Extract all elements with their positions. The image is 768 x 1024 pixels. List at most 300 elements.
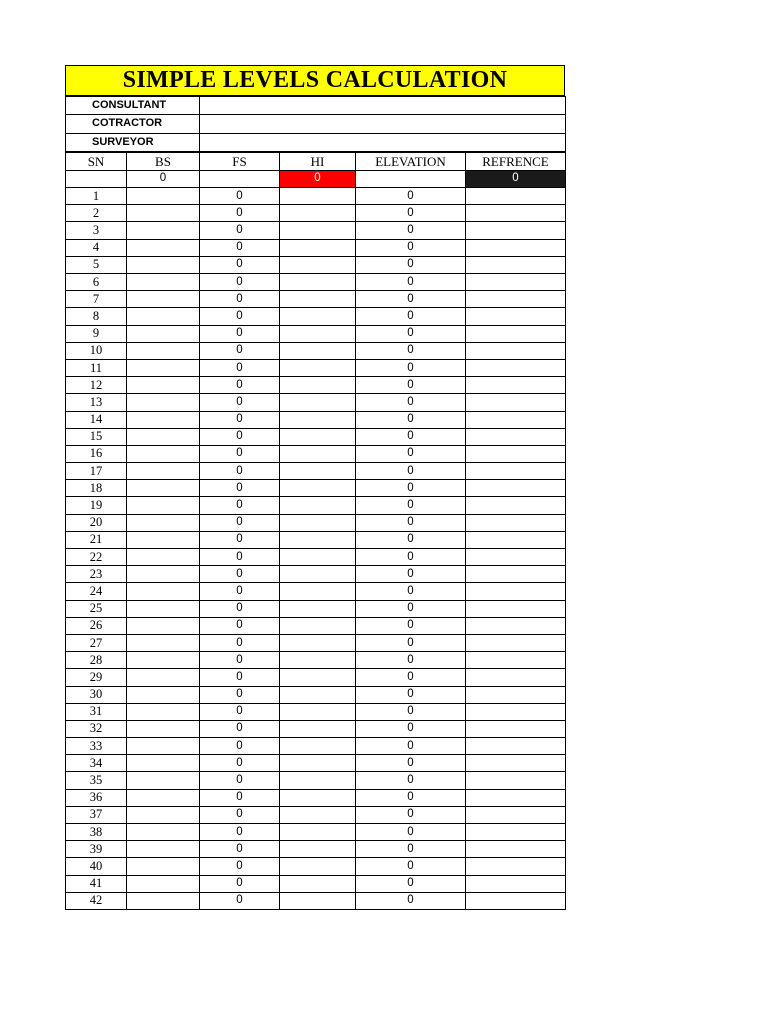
cell-sn[interactable]: 26 [66,617,127,634]
initial-sn[interactable] [66,170,127,187]
surveyor-value[interactable] [200,133,566,151]
cell-hi[interactable] [280,549,356,566]
cell-bs[interactable] [127,291,200,308]
cell-hi[interactable] [280,806,356,823]
cell-hi[interactable] [280,583,356,600]
table-row [66,617,566,634]
cell-hi[interactable] [280,274,356,291]
cell-hi[interactable] [280,600,356,617]
cell-sn[interactable]: 15 [66,428,127,445]
cell-sn[interactable]: 29 [66,669,127,686]
cell-hi[interactable] [280,875,356,892]
cell-reference[interactable] [466,652,566,669]
cell-sn[interactable]: 3 [66,222,127,239]
cell-sn[interactable]: 2 [66,205,127,222]
table-row [66,600,566,617]
cell-fs[interactable]: 0 [200,497,280,514]
cell-sn[interactable]: 33 [66,738,127,755]
cell-hi[interactable] [280,256,356,273]
cell-elevation[interactable]: 0 [356,463,466,480]
cell-hi[interactable] [280,342,356,359]
cell-fs[interactable]: 0 [200,600,280,617]
cell-fs[interactable]: 0 [200,875,280,892]
cell-hi[interactable] [280,824,356,841]
surveyor-label: SURVEYOR [66,133,200,151]
cell-elevation[interactable]: 0 [356,514,466,531]
table-row [66,549,566,566]
cell-hi[interactable] [280,428,356,445]
cell-bs[interactable] [127,583,200,600]
cell-bs[interactable] [127,686,200,703]
cell-hi[interactable] [280,359,356,376]
cell-sn[interactable]: 31 [66,703,127,720]
cell-bs[interactable] [127,634,200,651]
cell-bs[interactable] [127,325,200,342]
cell-hi[interactable] [280,652,356,669]
cell-reference[interactable] [466,308,566,325]
cell-elevation[interactable]: 0 [356,549,466,566]
cell-elevation[interactable]: 0 [356,566,466,583]
cell-reference[interactable] [466,239,566,256]
cell-fs[interactable]: 0 [200,634,280,651]
cell-elevation[interactable]: 0 [356,600,466,617]
cell-reference[interactable] [466,772,566,789]
cell-elevation[interactable]: 0 [356,806,466,823]
cell-fs[interactable]: 0 [200,342,280,359]
consultant-value[interactable] [200,97,566,115]
cell-fs[interactable]: 0 [200,531,280,548]
cell-reference[interactable] [466,566,566,583]
cell-bs[interactable] [127,789,200,806]
cell-elevation[interactable]: 0 [356,359,466,376]
cell-reference[interactable] [466,428,566,445]
cell-bs[interactable] [127,669,200,686]
cell-sn[interactable]: 6 [66,274,127,291]
cell-sn[interactable]: 18 [66,480,127,497]
cell-elevation[interactable]: 0 [356,875,466,892]
cell-reference[interactable] [466,824,566,841]
table-row [66,256,566,273]
column-header-hi: HI [280,152,356,170]
cell-sn[interactable]: 40 [66,858,127,875]
cell-fs[interactable]: 0 [200,411,280,428]
cell-fs[interactable]: 0 [200,359,280,376]
table-row [66,892,566,909]
cell-elevation[interactable]: 0 [356,497,466,514]
contractor-value[interactable] [200,115,566,133]
cell-hi[interactable] [280,205,356,222]
cell-hi[interactable] [280,617,356,634]
info-row-surveyor [66,133,566,151]
table-row [66,875,566,892]
table-row [66,772,566,789]
cell-reference[interactable] [466,720,566,737]
table-row [66,377,566,394]
column-header-sn: SN [66,152,127,170]
initial-row [66,170,566,187]
cell-hi[interactable] [280,445,356,462]
table-row [66,703,566,720]
cell-reference[interactable] [466,703,566,720]
cell-fs[interactable]: 0 [200,205,280,222]
cell-fs[interactable]: 0 [200,239,280,256]
cell-sn[interactable]: 20 [66,514,127,531]
cell-elevation[interactable]: 0 [356,824,466,841]
cell-elevation[interactable]: 0 [356,411,466,428]
table-row [66,497,566,514]
cell-hi[interactable] [280,411,356,428]
cell-sn[interactable]: 13 [66,394,127,411]
cell-fs[interactable]: 0 [200,445,280,462]
cell-hi[interactable] [280,188,356,205]
cell-elevation[interactable]: 0 [356,291,466,308]
table-row [66,291,566,308]
cell-hi[interactable] [280,634,356,651]
cell-elevation[interactable]: 0 [356,342,466,359]
cell-sn[interactable]: 32 [66,720,127,737]
table-row [66,428,566,445]
cell-reference[interactable] [466,686,566,703]
cell-hi[interactable] [280,239,356,256]
table-row [66,755,566,772]
cell-fs[interactable]: 0 [200,583,280,600]
cell-hi[interactable] [280,480,356,497]
cell-reference[interactable] [466,274,566,291]
cell-fs[interactable]: 0 [200,755,280,772]
cell-reference[interactable] [466,755,566,772]
cell-hi[interactable] [280,531,356,548]
cell-sn[interactable]: 42 [66,892,127,909]
cell-elevation[interactable]: 0 [356,377,466,394]
cell-elevation[interactable]: 0 [356,789,466,806]
cell-sn[interactable]: 19 [66,497,127,514]
cell-bs[interactable] [127,652,200,669]
cell-elevation[interactable]: 0 [356,531,466,548]
cell-fs[interactable]: 0 [200,566,280,583]
cell-elevation[interactable]: 0 [356,428,466,445]
cell-fs[interactable]: 0 [200,480,280,497]
cell-hi[interactable] [280,720,356,737]
cell-elevation[interactable]: 0 [356,892,466,909]
table-row [66,634,566,651]
cell-fs[interactable]: 0 [200,858,280,875]
cell-sn[interactable]: 5 [66,256,127,273]
cell-bs[interactable] [127,514,200,531]
cell-sn[interactable]: 28 [66,652,127,669]
column-header-reference: REFRENCE [466,152,566,170]
contractor-label: COTRACTOR [66,115,200,133]
cell-fs[interactable]: 0 [200,738,280,755]
cell-bs[interactable] [127,772,200,789]
cell-hi[interactable] [280,463,356,480]
cell-sn[interactable]: 24 [66,583,127,600]
cell-sn[interactable]: 8 [66,308,127,325]
cell-bs[interactable] [127,205,200,222]
cell-bs[interactable] [127,394,200,411]
table-row [66,720,566,737]
cell-hi[interactable] [280,686,356,703]
cell-bs[interactable] [127,222,200,239]
cell-bs[interactable] [127,566,200,583]
cell-sn[interactable]: 21 [66,531,127,548]
cell-fs[interactable]: 0 [200,256,280,273]
cell-fs[interactable]: 0 [200,428,280,445]
cell-sn[interactable]: 37 [66,806,127,823]
cell-fs[interactable]: 0 [200,222,280,239]
cell-hi[interactable] [280,892,356,909]
column-header-bs: BS [127,152,200,170]
cell-bs[interactable] [127,480,200,497]
table-row [66,445,566,462]
cell-fs[interactable]: 0 [200,892,280,909]
cell-reference[interactable] [466,463,566,480]
cell-reference[interactable] [466,325,566,342]
cell-reference[interactable] [466,549,566,566]
cell-sn[interactable]: 12 [66,377,127,394]
cell-bs[interactable] [127,806,200,823]
cell-elevation[interactable]: 0 [356,188,466,205]
cell-reference[interactable] [466,480,566,497]
cell-sn[interactable]: 11 [66,359,127,376]
cell-reference[interactable] [466,394,566,411]
cell-fs[interactable]: 0 [200,669,280,686]
cell-reference[interactable] [466,789,566,806]
cell-bs[interactable] [127,256,200,273]
cell-elevation[interactable]: 0 [356,669,466,686]
table-row [66,858,566,875]
cell-sn[interactable]: 30 [66,686,127,703]
cell-reference[interactable] [466,892,566,909]
cell-hi[interactable] [280,841,356,858]
cell-fs[interactable]: 0 [200,394,280,411]
cell-elevation[interactable]: 0 [356,738,466,755]
cell-elevation[interactable]: 0 [356,256,466,273]
header-row [66,152,566,170]
cell-elevation[interactable]: 0 [356,634,466,651]
table-row [66,789,566,806]
cell-fs[interactable]: 0 [200,686,280,703]
cell-reference[interactable] [466,841,566,858]
cell-bs[interactable] [127,738,200,755]
cell-sn[interactable]: 23 [66,566,127,583]
cell-reference[interactable] [466,617,566,634]
cell-fs[interactable]: 0 [200,188,280,205]
cell-hi[interactable] [280,325,356,342]
initial-bs[interactable]: 0 [127,170,200,187]
cell-elevation[interactable]: 0 [356,841,466,858]
cell-reference[interactable] [466,806,566,823]
cell-fs[interactable]: 0 [200,772,280,789]
cell-elevation[interactable]: 0 [356,222,466,239]
cell-fs[interactable]: 0 [200,463,280,480]
cell-reference[interactable] [466,497,566,514]
cell-reference[interactable] [466,411,566,428]
cell-elevation[interactable]: 0 [356,445,466,462]
cell-elevation[interactable]: 0 [356,239,466,256]
cell-bs[interactable] [127,463,200,480]
cell-reference[interactable] [466,222,566,239]
cell-sn[interactable]: 4 [66,239,127,256]
cell-elevation[interactable]: 0 [356,308,466,325]
cell-hi[interactable] [280,377,356,394]
cell-elevation[interactable]: 0 [356,858,466,875]
cell-sn[interactable]: 1 [66,188,127,205]
cell-hi[interactable] [280,566,356,583]
cell-reference[interactable] [466,738,566,755]
cell-bs[interactable] [127,600,200,617]
cell-reference[interactable] [466,669,566,686]
cell-hi[interactable] [280,755,356,772]
cell-fs[interactable]: 0 [200,308,280,325]
cell-reference[interactable] [466,342,566,359]
cell-hi[interactable] [280,394,356,411]
cell-bs[interactable] [127,342,200,359]
initial-hi[interactable]: 0 [280,170,356,187]
cell-fs[interactable]: 0 [200,703,280,720]
cell-sn[interactable]: 16 [66,445,127,462]
info-table [65,96,566,152]
cell-reference[interactable] [466,600,566,617]
cell-sn[interactable]: 35 [66,772,127,789]
cell-hi[interactable] [280,858,356,875]
cell-bs[interactable] [127,274,200,291]
cell-elevation[interactable]: 0 [356,720,466,737]
consultant-label: CONSULTANT [66,97,200,115]
cell-sn[interactable]: 14 [66,411,127,428]
cell-elevation[interactable]: 0 [356,583,466,600]
cell-bs[interactable] [127,720,200,737]
cell-hi[interactable] [280,497,356,514]
cell-sn[interactable]: 36 [66,789,127,806]
cell-fs[interactable]: 0 [200,652,280,669]
cell-elevation[interactable]: 0 [356,755,466,772]
cell-sn[interactable]: 10 [66,342,127,359]
table-row [66,841,566,858]
cell-hi[interactable] [280,738,356,755]
cell-bs[interactable] [127,824,200,841]
cell-fs[interactable]: 0 [200,514,280,531]
cell-hi[interactable] [280,291,356,308]
cell-hi[interactable] [280,772,356,789]
cell-hi[interactable] [280,514,356,531]
cell-bs[interactable] [127,411,200,428]
cell-sn[interactable]: 25 [66,600,127,617]
cell-bs[interactable] [127,841,200,858]
cell-elevation[interactable]: 0 [356,205,466,222]
cell-hi[interactable] [280,222,356,239]
initial-reference[interactable]: 0 [466,170,566,187]
cell-bs[interactable] [127,359,200,376]
cell-elevation[interactable]: 0 [356,772,466,789]
cell-bs[interactable] [127,617,200,634]
cell-elevation[interactable]: 0 [356,274,466,291]
cell-bs[interactable] [127,875,200,892]
cell-reference[interactable] [466,188,566,205]
table-row [66,325,566,342]
cell-elevation[interactable]: 0 [356,617,466,634]
table-row [66,239,566,256]
cell-sn[interactable]: 41 [66,875,127,892]
cell-bs[interactable] [127,188,200,205]
cell-bs[interactable] [127,531,200,548]
cell-bs[interactable] [127,892,200,909]
cell-reference[interactable] [466,531,566,548]
initial-elevation[interactable] [356,170,466,187]
cell-bs[interactable] [127,239,200,256]
cell-reference[interactable] [466,359,566,376]
cell-bs[interactable] [127,703,200,720]
cell-elevation[interactable]: 0 [356,703,466,720]
cell-hi[interactable] [280,669,356,686]
initial-fs[interactable] [200,170,280,187]
cell-fs[interactable]: 0 [200,824,280,841]
cell-fs[interactable]: 0 [200,617,280,634]
cell-reference[interactable] [466,445,566,462]
table-row [66,824,566,841]
cell-bs[interactable] [127,445,200,462]
cell-bs[interactable] [127,549,200,566]
cell-fs[interactable]: 0 [200,549,280,566]
cell-sn[interactable]: 38 [66,824,127,841]
cell-sn[interactable]: 17 [66,463,127,480]
cell-bs[interactable] [127,428,200,445]
table-row [66,514,566,531]
info-row-consultant [66,97,566,115]
cell-elevation[interactable]: 0 [356,652,466,669]
cell-reference[interactable] [466,205,566,222]
cell-reference[interactable] [466,256,566,273]
cell-hi[interactable] [280,308,356,325]
cell-hi[interactable] [280,703,356,720]
cell-fs[interactable]: 0 [200,377,280,394]
cell-sn[interactable]: 34 [66,755,127,772]
table-row [66,342,566,359]
cell-reference[interactable] [466,875,566,892]
cell-sn[interactable]: 27 [66,634,127,651]
cell-bs[interactable] [127,755,200,772]
cell-elevation[interactable]: 0 [356,480,466,497]
table-row [66,188,566,205]
cell-reference[interactable] [466,291,566,308]
cell-fs[interactable]: 0 [200,806,280,823]
cell-fs[interactable]: 0 [200,291,280,308]
cell-reference[interactable] [466,583,566,600]
cell-reference[interactable] [466,377,566,394]
cell-reference[interactable] [466,514,566,531]
cell-sn[interactable]: 7 [66,291,127,308]
cell-fs[interactable]: 0 [200,274,280,291]
cell-elevation[interactable]: 0 [356,686,466,703]
cell-bs[interactable] [127,308,200,325]
cell-sn[interactable]: 39 [66,841,127,858]
cell-hi[interactable] [280,789,356,806]
cell-fs[interactable]: 0 [200,789,280,806]
table-row [66,652,566,669]
table-row [66,531,566,548]
cell-fs[interactable]: 0 [200,325,280,342]
cell-bs[interactable] [127,377,200,394]
cell-sn[interactable]: 9 [66,325,127,342]
cell-reference[interactable] [466,858,566,875]
cell-sn[interactable]: 22 [66,549,127,566]
cell-bs[interactable] [127,497,200,514]
cell-elevation[interactable]: 0 [356,325,466,342]
cell-elevation[interactable]: 0 [356,394,466,411]
cell-fs[interactable]: 0 [200,720,280,737]
cell-reference[interactable] [466,634,566,651]
cell-bs[interactable] [127,858,200,875]
cell-fs[interactable]: 0 [200,841,280,858]
